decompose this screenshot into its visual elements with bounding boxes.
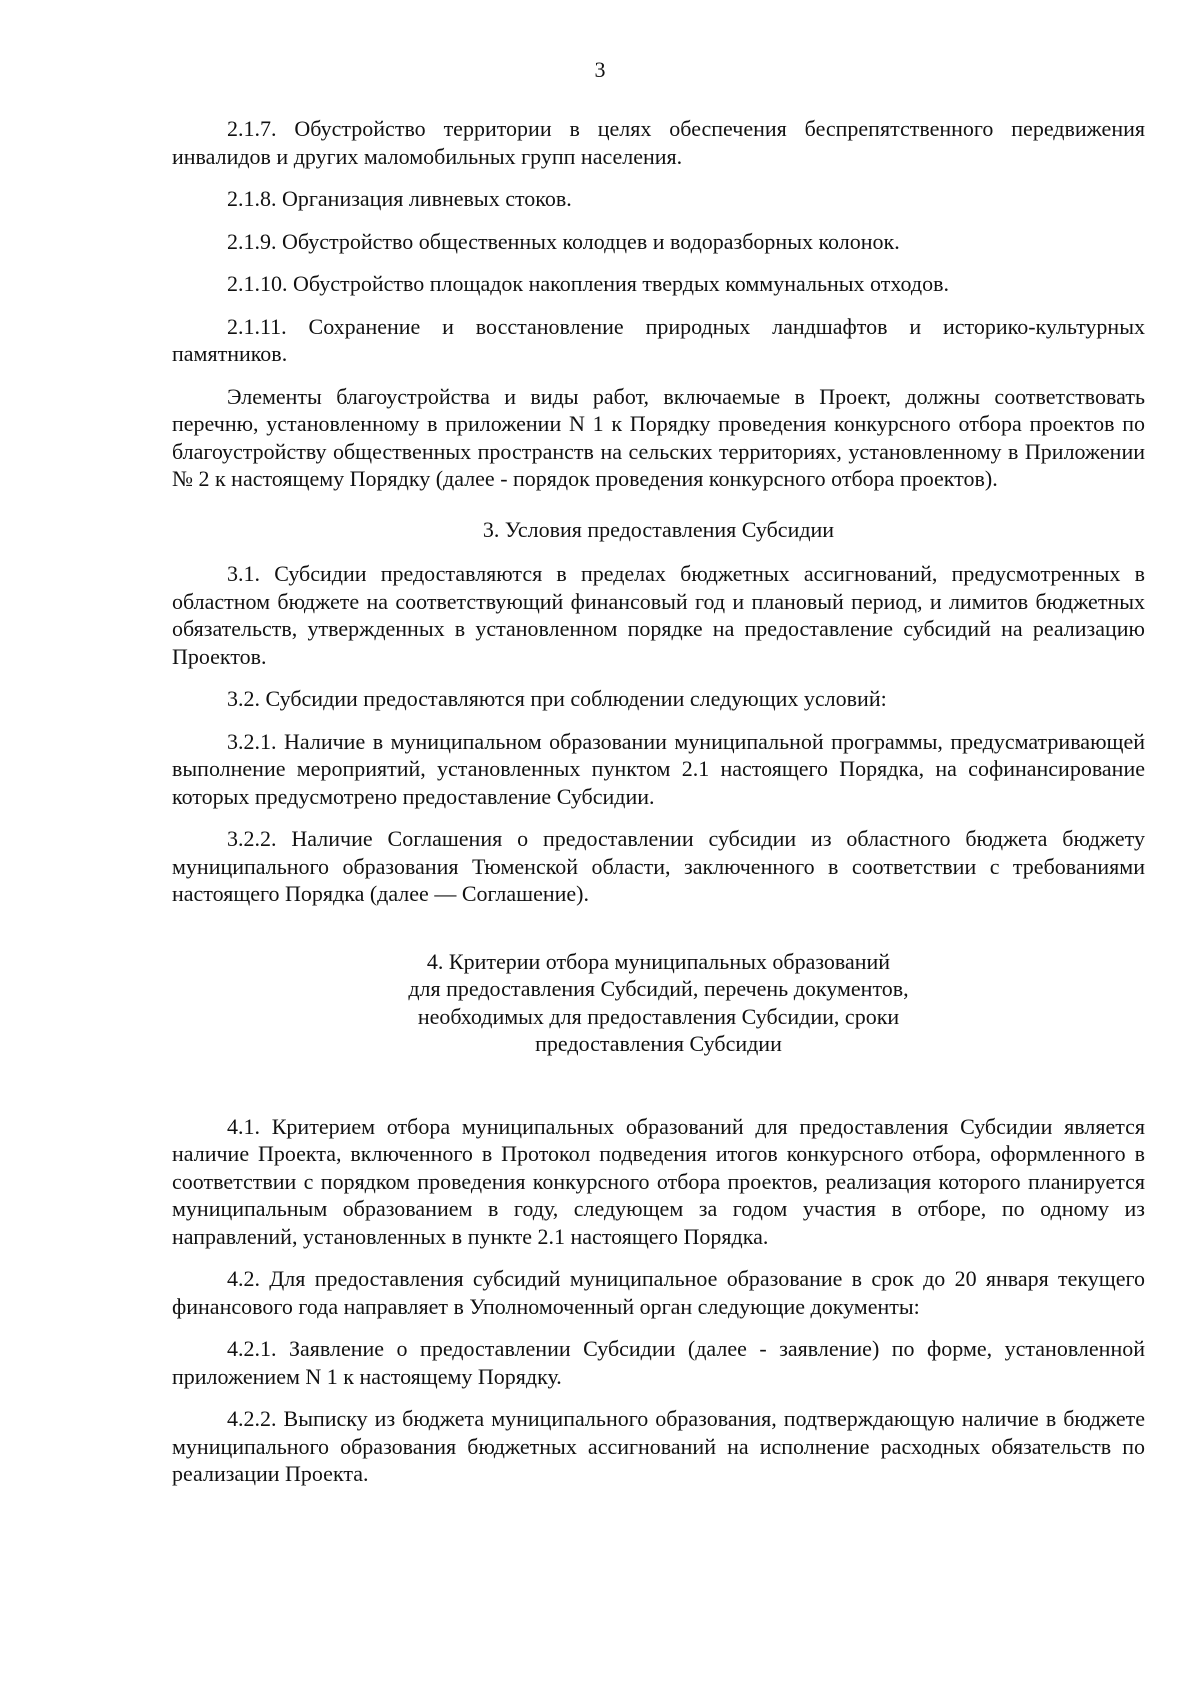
paragraph-4-2: 4.2. Для предоставления субсидий муниципальное образование в срок до 20 января текущего финансового года направляет в Уполномоченный орган следующие документы: xyxy=(172,1266,1145,1319)
section-4-heading-line: предоставления Субсидии xyxy=(535,1031,782,1056)
section-4-heading-line: необходимых для предоставления Субсидии, сроки xyxy=(417,1003,900,1029)
document-body xyxy=(172,115,1145,1503)
paragraph-3-2-2: 3.2.2. Наличие Соглашения о предоставлении субсидии из областного бюджета бюджету муниципального образования Тюменской области, заключенного в соответствии с требованиями настоящего Порядка (далее — Соглашение). xyxy=(172,826,1145,906)
page-number: 3 xyxy=(594,57,606,82)
paragraph-4-1: 4.1. Критерием отбора муниципальных образований для предоставления Субсидии является наличие Проекта, включенного в Протокол подведения итогов конкурсного отбора, оформленного в соответствии с порядком проведения конкурсного отбора проектов, реализация которого планируется муниципальным образованием в году, следующем за годом участия в отборе, по одному из направлений, установленных в пункте 2.1 настоящего Порядка. xyxy=(172,1113,1145,1249)
section-3-heading: 3. Условия предоставления Субсидии xyxy=(482,516,835,542)
paragraph-2-1-8: 2.1.8. Организация ливневых стоков. xyxy=(227,186,572,211)
section-4-heading-line: 4. Критерии отбора муниципальных образований xyxy=(426,948,891,974)
paragraph-2-1-9: 2.1.9. Обустройство общественных колодцев и водоразборных колонок. xyxy=(227,228,900,254)
paragraph-4-2-1: 4.2.1. Заявление о предоставлении Субсидии (далее - заявление) по форме, установленной приложением N 1 к настоящему Порядку. xyxy=(172,1336,1145,1389)
paragraph-elements-of-improvement: Элементы благоустройства и виды работ, включаемые в Проект, должны соответствовать перечню, установленному в приложении N 1 к Порядку проведения конкурсного отбора проектов по благоустройству общественных пространств на сельских территориях, установленному в Приложении № 2 к настоящему Порядку (далее - порядок проведения конкурсного отбора проектов). xyxy=(172,383,1145,491)
paragraph-3-2: 3.2. Субсидии предоставляются при соблюдении следующих условий: xyxy=(227,686,887,711)
section-4-heading-line: для предоставления Субсидий, перечень документов, xyxy=(408,976,909,1001)
paragraph-3-1: 3.1. Субсидии предоставляются в пределах бюджетных ассигнований, предусмотренных в областном бюджете на соответствующий финансовый год и плановый период, и лимитов бюджетных обязательств, утвержденных в установленном порядке на предоставление субсидий на реализацию Проектов. xyxy=(172,561,1145,669)
paragraph-2-1-7: 2.1.7. Обустройство территории в целях обеспечения беспрепятственного передвижения инвалидов и других маломобильных групп населения. xyxy=(172,116,1145,169)
paragraph-3-2-1: 3.2.1. Наличие в муниципальном образовании муниципальной программы, предусматривающей выполнение мероприятий, установленных пунктом 2.1 настоящего Порядка, на софинансирование которых предусмотрено предоставление Субсидии. xyxy=(172,728,1145,809)
section-4-heading xyxy=(172,948,1145,1058)
paragraph-2-1-11: 2.1.11. Сохранение и восстановление природных ландшафтов и историко-культурных памятников. xyxy=(172,313,1145,366)
paragraph-2-1-10: 2.1.10. Обустройство площадок накопления твердых коммунальных отходов. xyxy=(227,271,949,296)
paragraph-4-2-2: 4.2.2. Выписку из бюджета муниципального образования, подтверждающую наличие в бюджете муниципального образования бюджетных ассигнований на исполнение расходных обязательств по реализации Проекта. xyxy=(172,1406,1145,1486)
